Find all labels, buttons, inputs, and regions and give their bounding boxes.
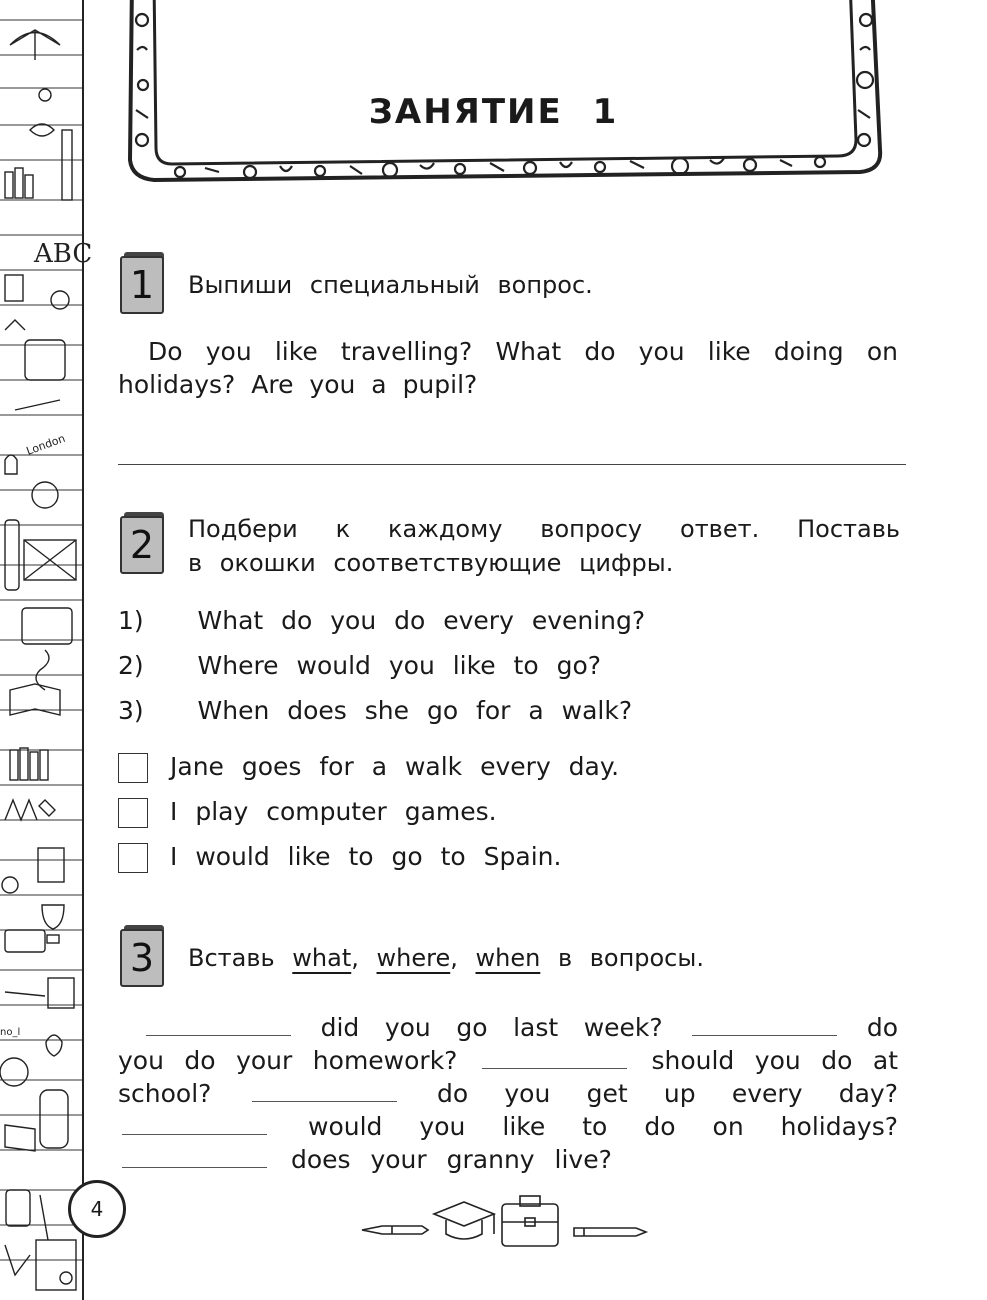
word-when: when	[475, 944, 541, 972]
doodle-icons	[0, 0, 93, 1300]
lesson-title: ЗАНЯТИЕ 1	[368, 92, 619, 132]
answer-row-3	[118, 842, 561, 873]
question-1: 1) What do you do every evening?	[118, 606, 646, 635]
task-number-badge-3	[120, 925, 166, 981]
task2-instruction-line1: Подбери к каждому вопросу ответ. Поставь	[188, 515, 900, 543]
answer-row-2	[118, 797, 497, 828]
task3-seg4: do you get up every day?	[436, 1079, 898, 1108]
answer-box-3[interactable]	[118, 843, 148, 873]
task-number-badge-2	[120, 512, 166, 568]
task3-instruction-suffix: в вопросы.	[557, 944, 704, 972]
blank-4[interactable]	[252, 1081, 397, 1102]
word-what: what	[292, 944, 352, 972]
task3-seg2: do you do your homework?	[118, 1013, 899, 1075]
answer-line	[118, 464, 906, 465]
task2-instruction-line2: в окошки соответствующие цифры.	[188, 549, 674, 577]
task-number-badge-1	[120, 252, 166, 308]
question-2: 2) Where would you like to go?	[118, 651, 602, 680]
task3-seg6: does your granny live?	[290, 1145, 612, 1174]
blank-1[interactable]	[146, 1015, 291, 1036]
task1-text: Do you like travelling? What do you like doing on holidays? Are you a pupil?	[118, 337, 898, 399]
task3-seg5: would you like to do on holidays?	[308, 1112, 898, 1141]
blank-3[interactable]	[482, 1048, 627, 1069]
school-supplies-icon	[362, 1190, 652, 1260]
page-number: 4	[68, 1180, 126, 1238]
question-3: 3) When does she go for a walk?	[118, 696, 633, 725]
svg-text:no_l: no_l	[0, 1027, 21, 1038]
task-number-3: 3	[120, 929, 164, 987]
answer-box-2[interactable]	[118, 798, 148, 828]
task-number-2: 2	[120, 516, 164, 574]
answer-3: I would like to go to Spain.	[170, 842, 562, 871]
blank-2[interactable]	[692, 1015, 837, 1036]
task3-seg1: did you go last week?	[320, 1013, 663, 1042]
answer-1: Jane goes for a walk every day.	[170, 752, 620, 781]
task-number-1: 1	[120, 256, 164, 314]
svg-text:London: London	[24, 431, 67, 458]
task3-text	[118, 1011, 898, 1176]
answer-box-1[interactable]	[118, 753, 148, 783]
task2-instruction	[188, 512, 900, 580]
task1-instruction: Выпиши специальный вопрос.	[188, 271, 593, 299]
blank-5[interactable]	[122, 1114, 267, 1135]
word-where: where	[376, 944, 451, 972]
task3-instruction-prefix: Вставь	[188, 944, 275, 972]
answer-row-1	[118, 752, 619, 783]
svg-text:ABC: ABC	[34, 239, 93, 269]
blank-6[interactable]	[122, 1147, 267, 1168]
task3-instruction: Вставь what, where, when в вопросы.	[188, 944, 704, 972]
answer-2: I play computer games.	[170, 797, 497, 826]
decorative-side-strip	[0, 0, 93, 1300]
task3-seg3: should you do at school?	[118, 1046, 898, 1108]
